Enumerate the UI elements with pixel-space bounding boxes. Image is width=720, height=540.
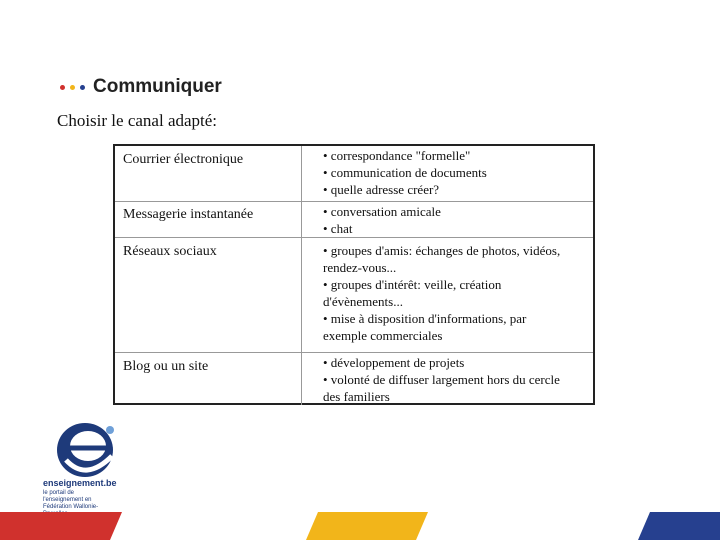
use-item: • quelle adresse créer? [323,182,440,197]
red-stripe [0,512,122,540]
use-item: • communication de documents [323,165,487,180]
channel-name: Blog ou un site [123,359,209,374]
use-item: • conversation amicale [323,204,441,219]
slide-title: Communiquer [93,76,222,97]
slide-title-row [60,76,222,98]
channel-uses [301,202,593,237]
channel-name: Réseaux sociaux [123,244,217,259]
logo-name: enseignement.be [43,478,117,488]
footer-stripes [0,512,720,540]
channel-name: Courrier électronique [123,152,244,167]
logo-tagline: le portail de l'enseignement en Fédération Wallonie- [43,490,99,510]
table-row [115,237,593,352]
channel-uses [301,238,593,352]
enseignement-logo-icon [52,412,122,502]
table-row [115,146,593,203]
channel-uses [301,353,593,405]
use-item: • correspondance "formelle" [323,148,471,163]
use-item: • volonté de diffuser largement hors du cercle des familiers [323,372,560,404]
yellow-dot-icon [70,85,75,90]
use-item: • mise à disposition d'informations, par exemple commerciales [323,311,527,343]
use-item: • groupes d'amis: échanges de photos, vidéos, rendez-vous... [323,243,561,275]
yellow-stripe [306,512,428,540]
channel-name: Messagerie instantanée [123,207,254,222]
blue-stripe [638,512,720,540]
title-bullet-dots [60,85,85,90]
use-item: • chat [323,221,353,236]
use-item: • groupes d'intérêt: veille, création d'évènements... [323,277,502,309]
red-dot-icon [60,85,65,90]
channels-table [113,144,595,405]
blue-dot-icon [80,85,85,90]
use-item: • développement de projets [323,355,465,370]
table-row [115,201,593,237]
slide-subtitle: Choisir le canal adapté: [57,111,218,130]
table-row [115,352,593,405]
channel-uses [301,146,593,203]
